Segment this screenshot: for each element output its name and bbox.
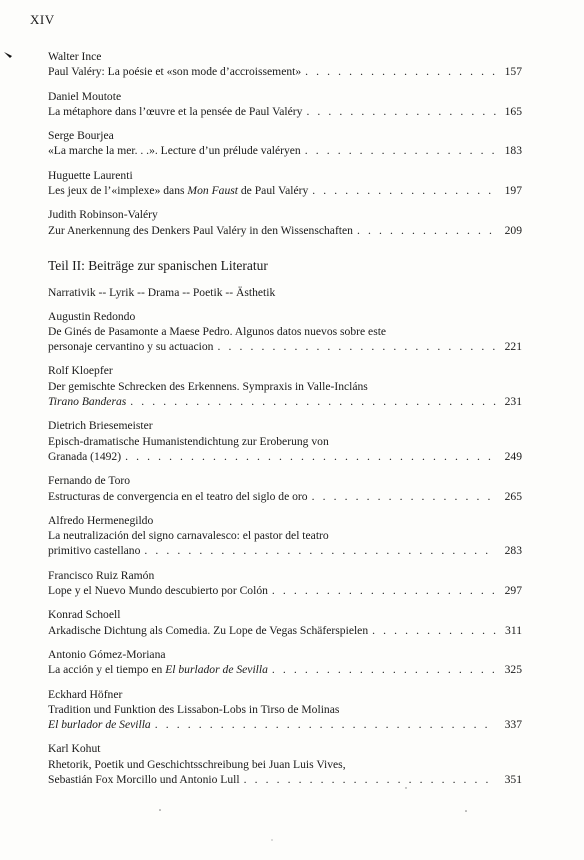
toc-title-text: Der gemischte Schrecken des Erkennens. Sympraxis in Valle-Incláns: [48, 379, 368, 393]
toc-title-italic: El burlador de Sevilla: [48, 718, 151, 732]
toc-page-number: 197: [504, 184, 522, 198]
toc-title-text: Granada (1492): [48, 449, 122, 463]
toc-author: Eckhard Höfner: [48, 687, 123, 701]
toc-author: Walter Ince: [48, 50, 102, 63]
part-2-heading: Teil II: Beiträge zur spanischen Literatur: [48, 257, 268, 273]
toc-title-text: Lope y el Nuevo Mundo descubierto por Colón: [48, 584, 268, 598]
toc-page-number: 221: [504, 340, 522, 354]
toc-title-italic: Tirano Banderas: [48, 395, 127, 409]
toc-author: Serge Bourjea: [48, 129, 114, 143]
toc-title-text: primitivo castellano: [48, 544, 141, 558]
toc-author: Antonio Gómez-Moriana: [48, 647, 166, 661]
toc-title-text: La acción y el tiempo en: [48, 663, 166, 677]
toc-title-italic: El burlador de Sevilla: [165, 663, 268, 677]
toc-title-text: «La marche la mer. . .». Lecture d’un prélude valéryen: [48, 144, 301, 158]
toc-page-number: 297: [504, 584, 522, 598]
toc-page-number: 183: [504, 144, 522, 158]
toc-title-italic: Mon Faust: [187, 184, 238, 198]
toc-page-number: 351: [504, 772, 522, 786]
toc-page-number: 165: [504, 104, 522, 118]
toc-page-number: 265: [504, 489, 522, 503]
toc-title-text: Arkadische Dichtung als Comedia. Zu Lope de Vegas Schäferspielen: [48, 623, 369, 637]
toc-title-text: de Paul Valéry: [237, 184, 309, 198]
toc-title-text: Zur Anerkennung des Denkers Paul Valéry in den Wissenschaften: [48, 223, 353, 237]
toc-page-number: 249: [504, 449, 522, 463]
toc-page-number: 231: [504, 395, 522, 409]
toc-page-number: 283: [504, 544, 522, 558]
page-number: XIV: [30, 12, 55, 27]
toc-page-number: 311: [505, 623, 522, 637]
toc-title-text: De Ginés de Pasamonte a Maese Pedro. Algunos datos nuevos sobre este: [48, 324, 387, 338]
toc-author: Augustin Redondo: [48, 309, 136, 323]
toc-author: Daniel Moutote: [48, 89, 122, 103]
toc-page-number: 209: [504, 223, 522, 237]
toc-page-number: 157: [504, 65, 522, 79]
toc-author: Alfredo Hermenegildo: [48, 513, 154, 527]
toc-author: Rolf Kloepfer: [48, 364, 113, 378]
toc-author: Karl Kohut: [48, 742, 101, 756]
toc-title-text: La métaphore dans l’œuvre et la pensée de Paul Valéry: [48, 104, 303, 118]
part-2-subtitle: Narrativik -- Lyrik -- Drama -- Poetik -- Ästhetik: [48, 286, 276, 300]
toc-title-text: Estructuras de convergencia en el teatro del siglo de oro: [48, 489, 308, 503]
toc-title-text: personaje cervantino y su actuacion: [48, 340, 214, 354]
toc-title-text: Paul Valéry: La poésie et «son mode d’accroissement»: [48, 65, 302, 79]
toc-title-text: Rhetorik, Poetik und Geschichtsschreibung bei Juan Luis Vives,: [48, 757, 346, 771]
toc-title-text: Tradition und Funktion des Lissabon-Lobs in Tirso de Molinas: [48, 702, 340, 716]
toc-title-text: Sebastián Fox Morcillo und Antonio Lull: [48, 772, 240, 786]
toc-author: Huguette Laurenti: [48, 168, 133, 182]
toc-page-number: 325: [504, 663, 522, 677]
toc-title-text: La neutralización del signo carnavalesco: el pastor del teatro: [48, 529, 329, 543]
toc-author: Judith Robinson-Valéry: [48, 208, 158, 222]
toc-author: Fernando de Toro: [48, 474, 131, 488]
toc-author: Konrad Schoell: [48, 608, 121, 622]
toc-author: Dietrich Briesemeister: [48, 419, 153, 433]
toc-page-number: 337: [504, 718, 522, 732]
toc-title-text: Les jeux de l’«implexe» dans: [48, 184, 188, 198]
toc-title-text: Episch-dramatische Humanistendichtung zur Eroberung von: [48, 434, 329, 448]
toc-author: Francisco Ruiz Ramón: [48, 568, 155, 582]
